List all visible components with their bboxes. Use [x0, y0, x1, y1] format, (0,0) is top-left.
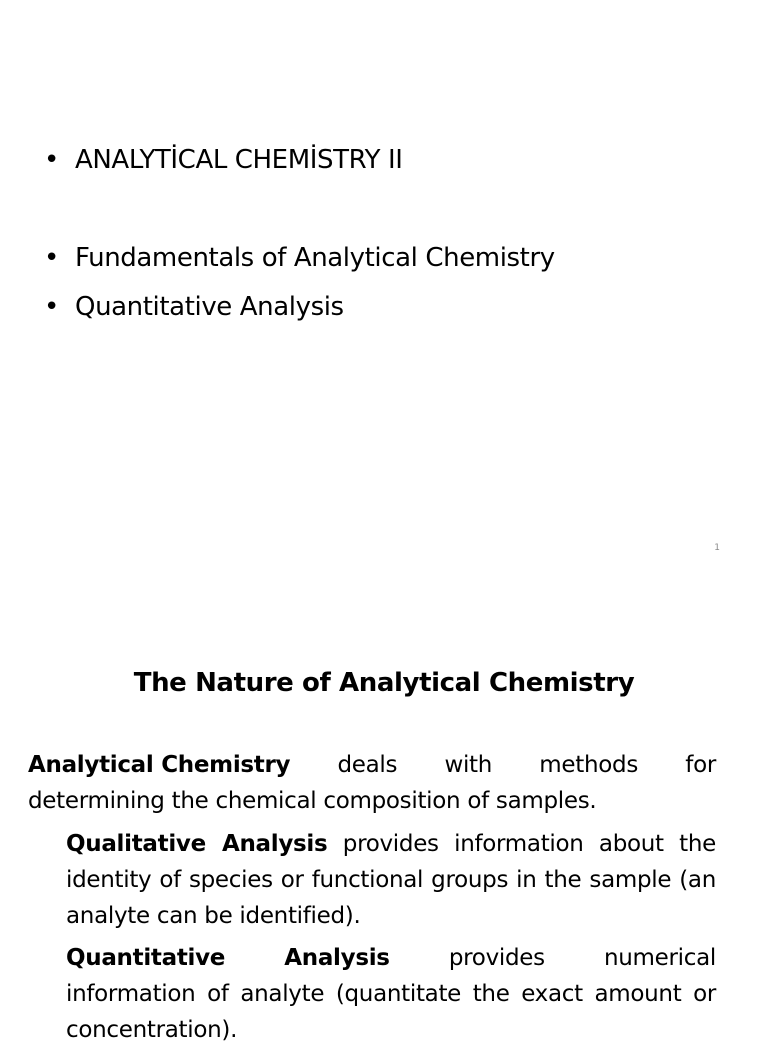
word: provides	[448, 945, 545, 971]
paragraph-rest: information of analyte (quantitate the exact amount or concentration).	[66, 981, 716, 1043]
bullet-icon: •	[44, 243, 59, 273]
paragraph-text: provides information about the identity of species or functional groups in the sample (an analyte can be identified).	[66, 831, 716, 929]
bullet-course-title	[44, 145, 402, 175]
bullet-icon: •	[44, 292, 59, 322]
bullet-icon: •	[44, 145, 59, 175]
term-qualitative-analysis: Qualitative Analysis	[66, 831, 328, 857]
bullet-text: Fundamentals of Analytical Chemistry	[75, 243, 555, 273]
paragraph-first-line	[28, 747, 716, 783]
paragraph-analytical-chemistry	[28, 747, 716, 819]
bullet-fundamentals	[44, 243, 555, 273]
word: deals	[337, 752, 398, 778]
term-quantitative: Quantitative	[66, 945, 226, 971]
word: with	[444, 752, 493, 778]
bullet-quantitative	[44, 292, 344, 322]
paragraph-first-line	[66, 940, 716, 976]
slide-2	[0, 576, 768, 1043]
term-analytical-chemistry: Analytical Chemistry	[28, 752, 291, 778]
paragraph-quantitative-analysis	[66, 940, 716, 1048]
word: for	[685, 752, 716, 778]
page-number: 1	[714, 543, 720, 553]
word: numerical	[603, 945, 716, 971]
bullet-text: Quantitative Analysis	[75, 292, 344, 322]
bullet-text: ANALYTİCAL CHEMİSTRY II	[75, 145, 403, 175]
paragraph-qualitative-analysis	[66, 826, 716, 934]
paragraph-rest: determining the chemical composition of samples.	[28, 788, 597, 814]
term-analysis: Analysis	[284, 945, 390, 971]
word: methods	[539, 752, 639, 778]
slide-title: The Nature of Analytical Chemistry	[133, 668, 635, 698]
